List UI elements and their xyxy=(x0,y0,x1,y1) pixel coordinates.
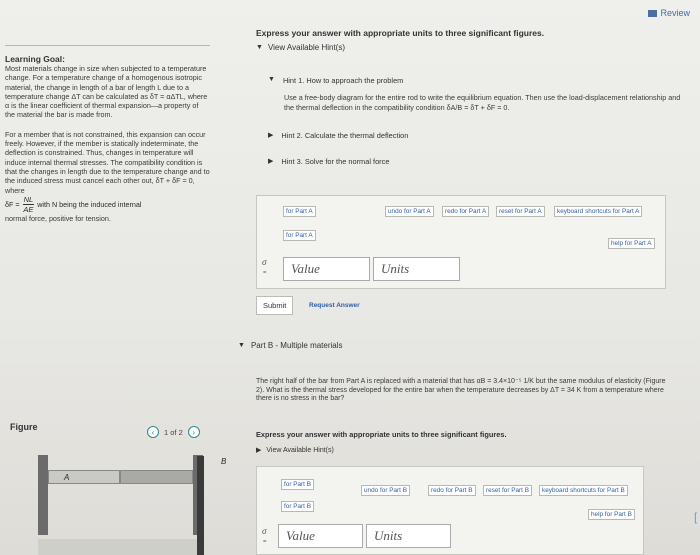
part-b-help-button[interactable]: help for Part B xyxy=(588,509,635,520)
rod-segment-a xyxy=(48,470,120,484)
edge-bracket-icon: [ xyxy=(694,510,698,524)
formula-tail: with N being the induced internal xyxy=(37,200,142,209)
part-b-redo-button[interactable]: redo for Part B xyxy=(428,485,476,496)
review-link[interactable] xyxy=(648,8,690,18)
review-label: Review xyxy=(660,8,690,18)
formula-numerator: NL xyxy=(23,194,34,204)
part-a-redo-button[interactable]: redo for Part A xyxy=(442,206,489,217)
caret-down-icon: ▼ xyxy=(256,44,263,51)
part-b-shortcuts-button[interactable]: keyboard shortcuts for Part B xyxy=(539,485,628,496)
part-b-templates-button[interactable]: for Part B xyxy=(281,479,314,490)
hint-1-body: Use a free-body diagram for the entire rod to write the equilibrium equation. Then use the load-displacement relationship and the thermal deflection in the compatibility condition δA/B = δT + δF = 0. xyxy=(284,93,681,112)
learning-goal-panel xyxy=(5,45,210,224)
part-a-value-input[interactable]: Value xyxy=(283,257,370,281)
part-a-sigma-symbol: σ xyxy=(262,258,267,267)
hint-1-title: How to approach the problem xyxy=(306,76,404,85)
formula-lhs: δF = xyxy=(5,200,20,209)
hint-1-label: Hint 1. xyxy=(282,76,305,85)
part-b-equals-symbol: = xyxy=(263,539,267,545)
part-b-hints-toggle-label: View Available Hint(s) xyxy=(266,446,334,454)
left-wall xyxy=(38,455,48,535)
label-b: B xyxy=(221,457,227,466)
part-a-reset-button[interactable]: reset for Part A xyxy=(496,206,545,217)
part-b-title: Part B - Multiple materials xyxy=(250,341,343,350)
learning-goal-paragraph-1: Most materials change in size when subjected to a temperature change. For a temperature change of a homogenous isotropic material, the change in length of a bar of length L due to a temperature change ΔT can be calculated as δT = αΔTL, where α is the linear coefficient of thermal expansion—a property of the material the bar is made from. xyxy=(5,64,208,120)
part-b-value-input[interactable]: Value xyxy=(278,524,363,548)
caret-right-icon: ▶ xyxy=(268,158,274,165)
hint-2-label: Hint 2. xyxy=(281,131,303,140)
figure-next-button[interactable]: › xyxy=(188,426,200,438)
learning-goal-title: Learning Goal: xyxy=(5,54,65,64)
review-icon xyxy=(648,10,657,17)
part-b-question: The right half of the bar from Part A is replaced with a material that has αB = 3.4×10⁻⁵ 1/K but the same modulus of elasticity (Figure 2). What is the thermal stress developed for the entire bar when the temperature decreases by ΔT = 34 K from a temperature where there is no stress in the bar? xyxy=(256,378,666,403)
part-a-equals-symbol: = xyxy=(263,270,267,276)
learning-goal-paragraph-2: For a member that is not constrained, this expansion can occur freely. However, if the member is statically indeterminate, the deflection is constrained. Thus, changes in temperature will induce internal thermal stresses. The compatibility condition is that the changes in length due to the temperature change and to the induced stress must cancel each other out, δT + δF = 0, where xyxy=(5,129,210,195)
rod-segment-b xyxy=(120,457,227,484)
hint-3-label: Hint 3. xyxy=(281,157,303,166)
part-a-units-input[interactable]: Units xyxy=(373,257,460,281)
hint-2[interactable] xyxy=(268,131,408,140)
caret-right-icon: ▶ xyxy=(268,132,274,139)
part-a-instruction: Express your answer with appropriate units to three significant figures. xyxy=(256,28,545,38)
hints-toggle-label: View Available Hint(s) xyxy=(267,43,346,52)
part-b-units-input[interactable]: Units xyxy=(366,524,451,548)
part-a-request-answer-link[interactable]: Request Answer xyxy=(309,302,360,309)
figure-pager xyxy=(147,426,200,438)
figure-page-indicator: 1 of 2 xyxy=(164,427,183,437)
part-a-templates-button[interactable]: for Part A xyxy=(283,206,316,217)
part-a-help-button[interactable]: help for Part A xyxy=(608,238,655,249)
part-b-hints-toggle[interactable] xyxy=(256,446,334,454)
formula-fraction xyxy=(23,195,35,215)
figure-label: Figure xyxy=(10,422,38,432)
figure-base xyxy=(38,539,203,555)
force-deflection-formula xyxy=(5,195,210,215)
hint-2-title: Calculate the thermal deflection xyxy=(304,131,409,140)
part-b-sigma-symbol: σ xyxy=(262,527,267,536)
formula-denominator: AE xyxy=(23,205,34,215)
part-a-undo-button[interactable]: undo for Part A xyxy=(385,206,434,217)
part-a-templates-button-2[interactable]: for Part A xyxy=(283,230,316,241)
hint-1[interactable] xyxy=(268,76,403,85)
label-a: A xyxy=(64,473,70,482)
figure-prev-button[interactable]: ‹ xyxy=(147,426,159,438)
part-b-reset-button[interactable]: reset for Part B xyxy=(483,485,532,496)
hint-3[interactable] xyxy=(268,157,389,166)
caret-right-icon: ▶ xyxy=(256,447,262,454)
divider xyxy=(5,45,210,46)
part-a-submit-button[interactable]: Submit xyxy=(256,296,293,315)
part-b-header[interactable] xyxy=(238,341,343,350)
part-b-instruction: Express your answer with appropriate units to three significant figures. xyxy=(256,430,507,439)
figure-scrollbar[interactable] xyxy=(197,456,204,555)
figure-image xyxy=(38,455,227,555)
caret-down-icon: ▼ xyxy=(268,76,275,83)
part-a-hints-toggle[interactable] xyxy=(256,43,345,52)
hint-3-title: Solve for the normal force xyxy=(304,157,390,166)
part-a-shortcuts-button[interactable]: keyboard shortcuts for Part A xyxy=(554,206,642,217)
part-b-undo-button[interactable]: undo for Part B xyxy=(361,485,410,496)
part-b-templates-button-2[interactable]: for Part B xyxy=(281,501,314,512)
learning-goal-paragraph-3: normal force, positive for tension. xyxy=(5,214,111,224)
caret-down-icon: ▼ xyxy=(238,342,245,349)
